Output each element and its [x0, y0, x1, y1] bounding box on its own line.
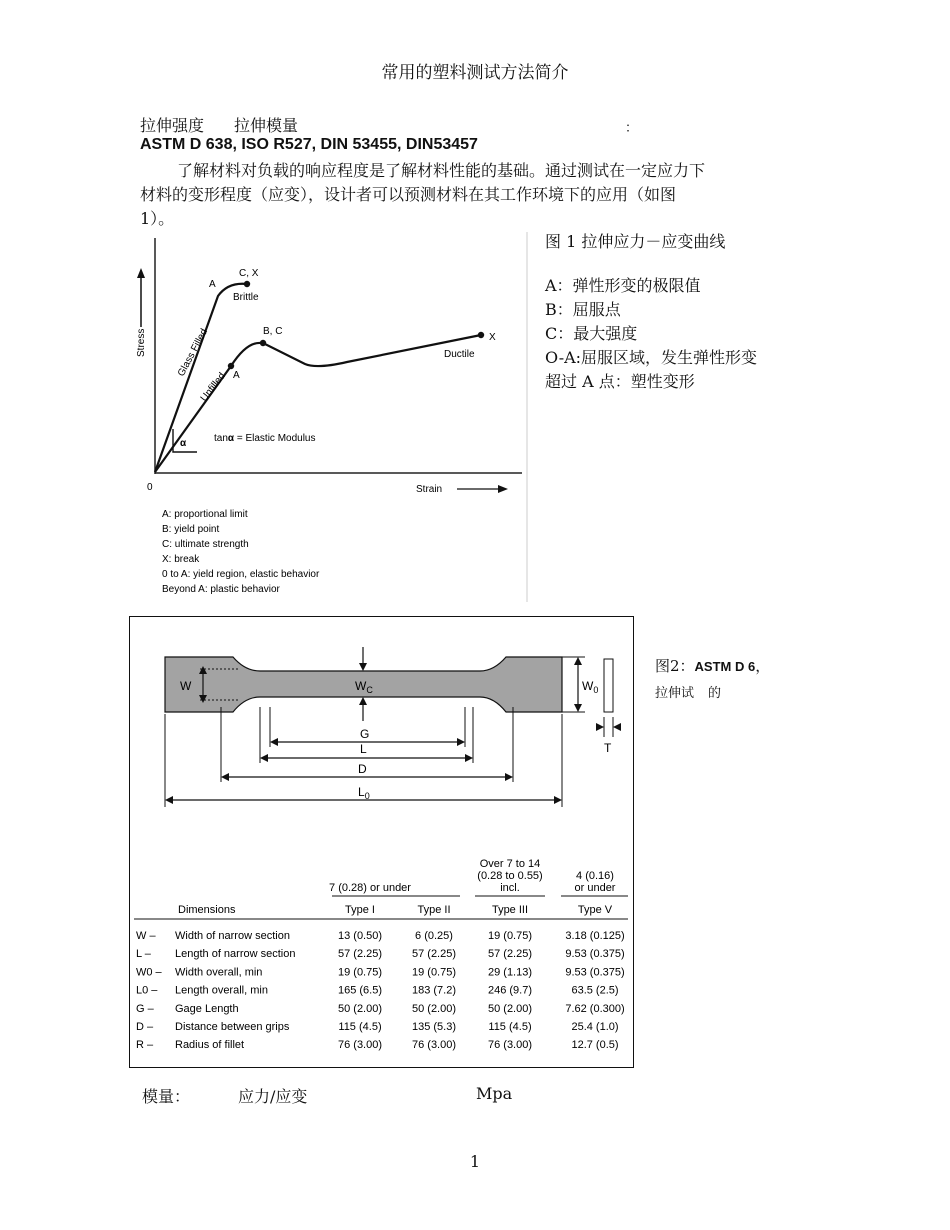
paragraph-line-3: 1）。	[140, 209, 175, 228]
figure2-caption: 图2：ASTM D 6，	[655, 657, 771, 675]
unfilled-point-a-label: A	[233, 370, 240, 381]
page-title: 常用的塑料测试方法简介	[381, 63, 569, 83]
origin-label: 0	[147, 482, 153, 493]
strain-arrow-icon	[498, 485, 508, 493]
wc-arrow-down-icon	[359, 663, 367, 671]
brittle-label: Brittle	[233, 292, 259, 303]
table-cell: 115 (4.5)	[338, 1021, 382, 1033]
legend-item: 0 to A: yield region, elastic behavior	[162, 569, 320, 580]
l0-label: $L_0$	[358, 785, 370, 801]
page-number: 1	[469, 1152, 481, 1171]
heading-tensile-strength: 拉伸强度	[140, 116, 205, 135]
table-cell: 63.5 (2.5)	[571, 984, 619, 997]
row-description: Width of narrow section	[175, 930, 290, 942]
note-item: O-A:屈服区域，发生弹性形变	[545, 348, 758, 367]
specimen-figure-box	[129, 616, 634, 1068]
note-item: C：最大强度	[545, 324, 638, 343]
wc-arrow-up-icon	[359, 697, 367, 705]
figure1-notes	[545, 274, 757, 394]
legend-item: C: ultimate strength	[162, 539, 249, 550]
figure1-legend	[162, 509, 320, 595]
row-code: L –	[136, 948, 151, 961]
alpha-label: α	[180, 438, 187, 449]
row-description: Gage Length	[175, 1002, 239, 1015]
table-cell: 3.18 (0.125)	[565, 930, 625, 942]
table-cell: 50 (2.00)	[487, 1002, 533, 1015]
stress-axis-label: Stress	[136, 328, 147, 357]
strain-axis-label: Strain	[416, 484, 443, 495]
table-cell: 183 (7.2)	[411, 984, 457, 997]
row-code: R –	[136, 1039, 154, 1052]
legend-item: X: break	[162, 554, 200, 565]
unfilled-point-bc	[260, 340, 266, 346]
thickness-view	[604, 659, 613, 712]
legend-item: Beyond A: plastic behavior	[162, 584, 280, 595]
glass-break-point	[244, 281, 250, 287]
table-cell: 6 (0.25)	[415, 930, 453, 942]
table-cell: 12.7 (0.5)	[571, 1039, 619, 1052]
glass-cx-label: C, X	[239, 268, 259, 279]
table-cell: 76 (3.00)	[411, 1039, 457, 1052]
row-code: L0 –	[136, 984, 158, 997]
dimensions-table	[130, 847, 635, 1069]
table-cell: 76 (3.00)	[487, 1039, 533, 1052]
modulus-unit: Mpa	[476, 1084, 513, 1103]
table-cell: 19 (0.75)	[411, 966, 457, 979]
row-description: Length overall, min	[175, 984, 268, 997]
table-cell: 115 (4.5)	[488, 1021, 532, 1033]
table-cell: 57 (2.25)	[487, 948, 533, 961]
figure1-caption: 图 1 拉伸应力－应变曲线	[545, 232, 726, 251]
wc-label: $W_C$	[355, 679, 373, 695]
legend-item: B: yield point	[162, 524, 220, 535]
column-header: Type V	[577, 904, 613, 916]
d-label: D	[358, 762, 367, 776]
note-item: A：弹性形变的极限值	[545, 276, 701, 295]
note-item: 超过 A 点：塑性变形	[545, 372, 695, 391]
column-header: Dimensions	[178, 904, 236, 916]
paragraph-line-2: 材料的变形程度（应变），设计者可以预测材料在其工作环境下的应用（如图	[140, 185, 677, 204]
row-code: W0 –	[136, 966, 162, 979]
table-cell: 9.53 (0.375)	[565, 966, 625, 979]
group-header-type5-a: 4 (0.16)	[576, 870, 614, 882]
heading-colon: ：	[625, 121, 639, 136]
w-label: W	[180, 679, 192, 693]
table-cell: 9.53 (0.375)	[565, 948, 625, 961]
stress-strain-figure	[125, 232, 535, 602]
w0-label: $W_0$	[582, 679, 599, 695]
table-cell: 13 (0.50)	[337, 930, 383, 942]
column-header: Type II	[417, 904, 451, 916]
unfilled-point-a	[228, 363, 234, 369]
table-cell: 165 (6.5)	[337, 984, 383, 997]
table-cell: 246 (9.7)	[487, 984, 533, 997]
table-cell: 19 (0.75)	[487, 930, 533, 942]
unfilled-bc-label: B, C	[263, 326, 283, 337]
column-header: Type I	[345, 904, 375, 916]
row-description: Length of narrow section	[175, 948, 296, 961]
table-cell: 29 (1.13)	[487, 966, 533, 979]
t-label: T	[604, 741, 612, 755]
unfilled-label: Unfilled	[198, 370, 228, 404]
unfilled-break-point	[478, 332, 484, 338]
row-description: Radius of fillet	[175, 1039, 245, 1052]
group-header-type3-b: (0.28 to 0.55)	[477, 870, 543, 882]
row-code: G –	[136, 1002, 154, 1015]
glass-filled-label: Glass Filled	[175, 327, 211, 379]
ductile-label: Ductile	[444, 349, 475, 360]
row-description: Width overall, min	[175, 966, 263, 979]
glass-point-a-label: A	[209, 279, 216, 290]
modulus-formula: 应力/应变	[238, 1087, 308, 1106]
group-header-type12: 7 (0.28) or under	[329, 882, 411, 894]
figure2-caption-line2: 拉伸试 的	[655, 686, 722, 701]
note-item: B：屈服点	[545, 300, 621, 319]
row-description: Distance between grips	[175, 1021, 290, 1033]
table-cell: 50 (2.00)	[411, 1002, 457, 1015]
stress-arrow-icon	[137, 268, 145, 278]
table-cell: 25.4 (1.0)	[571, 1021, 619, 1033]
legend-item: A: proportional limit	[162, 509, 248, 520]
g-label: G	[360, 727, 370, 741]
table-cell: 57 (2.25)	[337, 948, 383, 961]
column-headers	[178, 904, 613, 916]
paragraph-line-1: 了解材料对负载的响应程度是了解材料性能的基础。通过测试在一定应力下	[177, 161, 706, 180]
l-label: L	[360, 742, 367, 756]
column-header: Type III	[491, 904, 529, 916]
table-cell: 19 (0.75)	[337, 966, 383, 979]
group-header-type3-c: incl.	[500, 882, 520, 894]
heading-tensile-modulus: 拉伸模量	[234, 116, 299, 135]
row-code: W –	[136, 930, 156, 942]
unfilled-x-label: X	[489, 332, 496, 343]
elastic-modulus-label: tanα = Elastic Modulus	[214, 433, 316, 444]
modulus-label: 模量：	[142, 1087, 191, 1106]
table-cell: 76 (3.00)	[337, 1039, 383, 1052]
table-body	[136, 930, 625, 1051]
standards-line: ASTM D 638, ISO R527, DIN 53455, DIN53457	[140, 136, 478, 153]
group-header-type3-a: Over 7 to 14	[479, 858, 541, 870]
group-headers	[329, 858, 616, 894]
table-cell: 135 (5.3)	[411, 1021, 457, 1033]
row-code: D –	[136, 1021, 154, 1033]
table-cell: 50 (2.00)	[337, 1002, 383, 1015]
group-header-type5-b: or under	[574, 882, 616, 894]
table-cell: 7.62 (0.300)	[565, 1002, 625, 1015]
specimen-drawing	[130, 617, 635, 847]
table-cell: 57 (2.25)	[411, 948, 457, 961]
unfilled-curve	[155, 335, 481, 472]
